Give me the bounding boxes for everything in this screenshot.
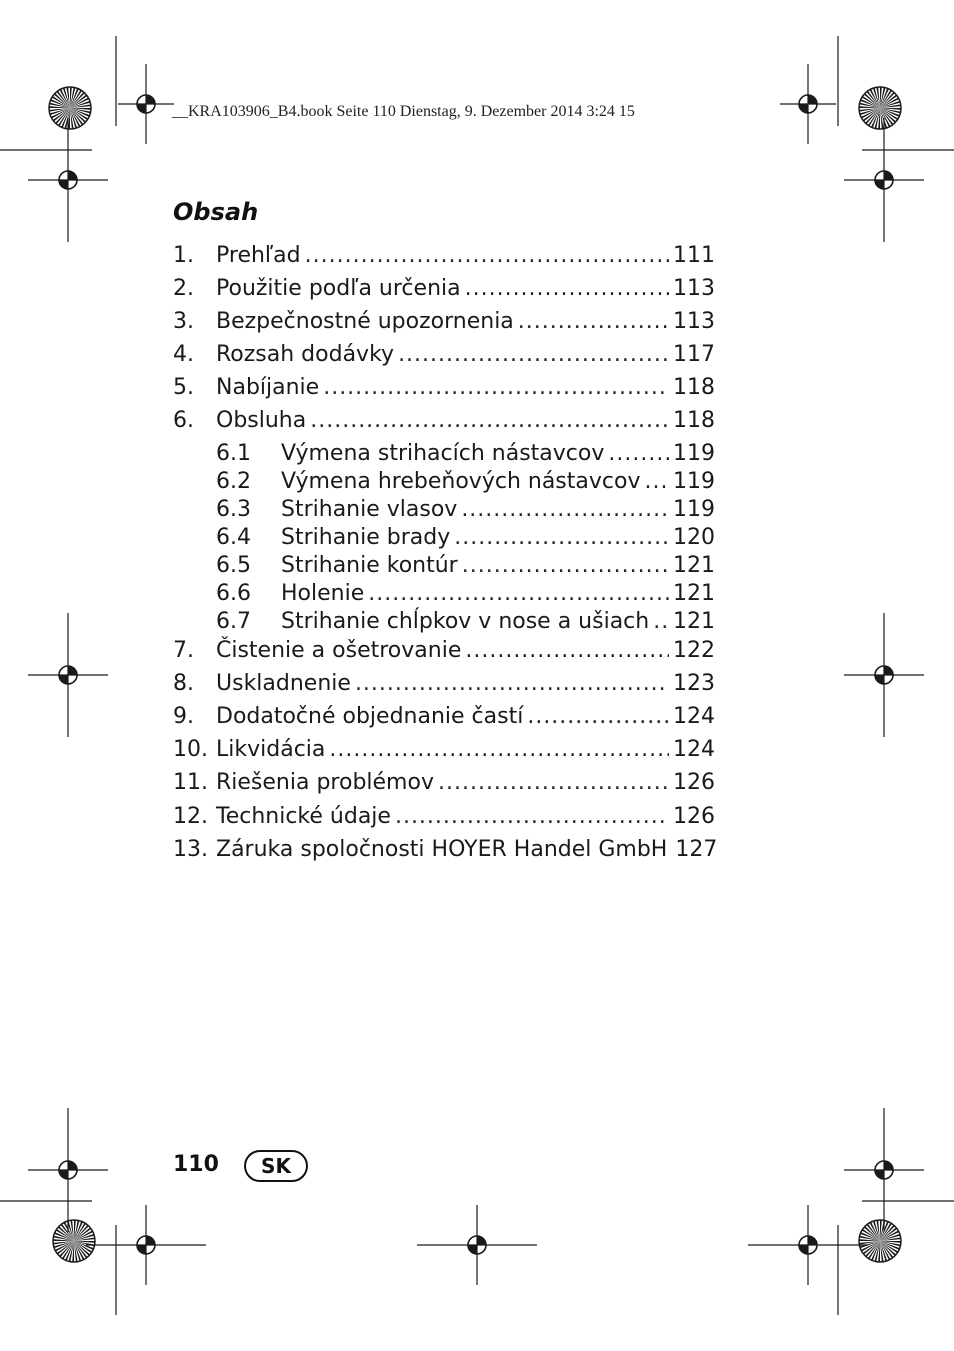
toc-entry xyxy=(216,497,715,523)
toc-entry-number: 6.3 xyxy=(216,497,251,522)
toc-entry xyxy=(173,837,718,863)
toc-entry xyxy=(173,309,715,335)
language-badge: SK xyxy=(244,1150,308,1182)
print-header-line: __KRA103906_B4.book Seite 110 Dienstag, 9. Dezember 2014 3:24 15 xyxy=(172,103,635,120)
toc-entry xyxy=(173,671,715,697)
toc-entry-number: 7. xyxy=(173,638,194,663)
toc-entry-title: Strihanie brady xyxy=(281,525,451,550)
toc-entry-title: Rozsah dodávky xyxy=(216,342,395,367)
toc-entry-title: Použitie podľa určenia xyxy=(216,276,461,301)
toc-entry-page: 120 xyxy=(673,525,715,550)
registration-mark-icon xyxy=(118,64,174,144)
toc-entry-title: Riešenia problémov xyxy=(216,770,434,795)
toc-entry-page: 124 xyxy=(673,737,715,762)
toc-leader-dots xyxy=(518,309,669,335)
toc-leader-dots xyxy=(454,525,669,551)
toc-entry-page: 111 xyxy=(673,243,715,268)
toc-entry-number: 6. xyxy=(173,408,194,433)
toc-leader-dots xyxy=(395,804,669,830)
toc-entry-page: 126 xyxy=(673,804,715,829)
toc-leader-dots xyxy=(310,408,669,434)
toc-leader-dots xyxy=(323,375,669,401)
toc-entry-title: Výmena hrebeňových nástavcov xyxy=(281,469,641,494)
toc-entry xyxy=(173,638,715,664)
registration-mark-icon xyxy=(417,1205,537,1285)
toc-entry-page: 119 xyxy=(673,469,715,494)
toc-entry xyxy=(216,553,715,579)
registration-mark-icon xyxy=(780,64,836,144)
toc-entry-number: 6.1 xyxy=(216,441,251,466)
toc-entry-number: 6.6 xyxy=(216,581,251,606)
registration-mark-icon xyxy=(28,613,108,737)
toc-entry xyxy=(173,737,715,763)
toc-entry-page: 113 xyxy=(673,276,715,301)
toc-entry-page: 119 xyxy=(673,497,715,522)
toc-entry-title: Uskladnenie xyxy=(216,671,351,696)
toc-leader-dots xyxy=(398,342,669,368)
toc-entry-number: 6.7 xyxy=(216,609,251,634)
toc-leader-dots xyxy=(465,638,669,664)
toc-entry xyxy=(216,469,715,495)
toc-entry-number: 6.4 xyxy=(216,525,251,550)
toc-entry xyxy=(173,375,715,401)
toc-leader-dots xyxy=(653,609,669,635)
registration-mark-icon xyxy=(844,1108,924,1232)
registration-mark-icon xyxy=(28,1108,108,1232)
toc-entry-page: 124 xyxy=(673,704,715,729)
toc-entry-number: 13. xyxy=(173,837,208,862)
toc-entry-number: 12. xyxy=(173,804,208,829)
toc-entry xyxy=(173,276,715,302)
toc-entry-page: 113 xyxy=(673,309,715,334)
toc-entry-page: 122 xyxy=(673,638,715,663)
registration-mark-icon xyxy=(844,118,924,242)
star-target-icon xyxy=(49,87,91,129)
toc-leader-dots xyxy=(608,441,669,467)
toc-entry-title: Dodatočné objednanie častí xyxy=(216,704,524,729)
toc-entry-title: Výmena strihacích nástavcov xyxy=(281,441,605,466)
toc-entry-page: 117 xyxy=(673,342,715,367)
toc-entry-title: Čistenie a ošetrovanie xyxy=(216,638,462,663)
toc-entry xyxy=(173,243,715,269)
toc-entry xyxy=(216,525,715,551)
toc-entry-page: 121 xyxy=(673,609,715,634)
toc-entry-number: 2. xyxy=(173,276,194,301)
toc-entry-page: 123 xyxy=(673,671,715,696)
toc-leader-dots xyxy=(461,497,669,523)
toc-entry-title: Záruka spoločnosti HOYER Handel GmbH xyxy=(216,837,668,862)
toc-entry xyxy=(173,770,715,796)
toc-entry-title: Nabíjanie xyxy=(216,375,320,400)
toc-entry-number: 10. xyxy=(173,737,208,762)
toc-leader-dots xyxy=(438,770,669,796)
toc-entry-title: Strihanie chĺpkov v nose a ušiach xyxy=(281,609,650,634)
toc-entry-number: 11. xyxy=(173,770,208,795)
toc-entry-title: Holenie xyxy=(281,581,365,606)
toc-entry xyxy=(173,408,715,434)
toc-entry-title: Strihanie vlasov xyxy=(281,497,458,522)
toc-leader-dots xyxy=(305,243,669,269)
toc-entry-title: Likvidácia xyxy=(216,737,326,762)
registration-mark-icon xyxy=(28,118,108,242)
toc-entry-number: 5. xyxy=(173,375,194,400)
registration-mark-icon xyxy=(748,1205,868,1285)
toc-entry-number: 3. xyxy=(173,309,194,334)
toc-leader-dots xyxy=(368,581,669,607)
star-target-icon xyxy=(53,1220,95,1262)
toc-entry xyxy=(173,704,715,730)
toc-entry-number: 4. xyxy=(173,342,194,367)
toc-entry-page: 118 xyxy=(673,408,715,433)
toc-entry-page: 118 xyxy=(673,375,715,400)
star-target-icon xyxy=(859,1220,901,1262)
toc-entry-number: 9. xyxy=(173,704,194,729)
toc-entry-number: 6.5 xyxy=(216,553,251,578)
page-number: 110 xyxy=(173,1152,219,1177)
registration-mark-icon xyxy=(844,613,924,737)
toc-entry-title: Technické údaje xyxy=(216,804,391,829)
toc-entry-page: 126 xyxy=(673,770,715,795)
toc-entry-page: 127 xyxy=(675,837,718,862)
toc-title: Obsah xyxy=(173,198,259,226)
toc-entry-title: Obsluha xyxy=(216,408,307,433)
toc-entry-title: Bezpečnostné upozornenia xyxy=(216,309,514,334)
toc-leader-dots xyxy=(527,704,669,730)
toc-entry-page: 121 xyxy=(673,581,715,606)
registration-mark-icon xyxy=(86,1205,206,1285)
toc-leader-dots xyxy=(329,737,669,763)
toc-leader-dots xyxy=(462,553,669,579)
toc-entry-number: 8. xyxy=(173,671,194,696)
toc-entry-number: 6.2 xyxy=(216,469,251,494)
toc-leader-dots xyxy=(355,671,669,697)
toc-entry-title: Prehľad xyxy=(216,243,301,268)
toc-entry xyxy=(173,342,715,368)
toc-entry xyxy=(216,609,715,635)
toc-entry-page: 121 xyxy=(673,553,715,578)
toc-entry xyxy=(173,804,715,830)
toc-leader-dots xyxy=(465,276,669,302)
toc-entry-page: 119 xyxy=(673,441,715,466)
toc-entry-number: 1. xyxy=(173,243,194,268)
star-target-icon xyxy=(859,87,901,129)
toc-entry-title: Strihanie kontúr xyxy=(281,553,458,578)
toc-leader-dots xyxy=(644,469,669,495)
toc-entry xyxy=(216,441,715,467)
toc-entry xyxy=(216,581,715,607)
